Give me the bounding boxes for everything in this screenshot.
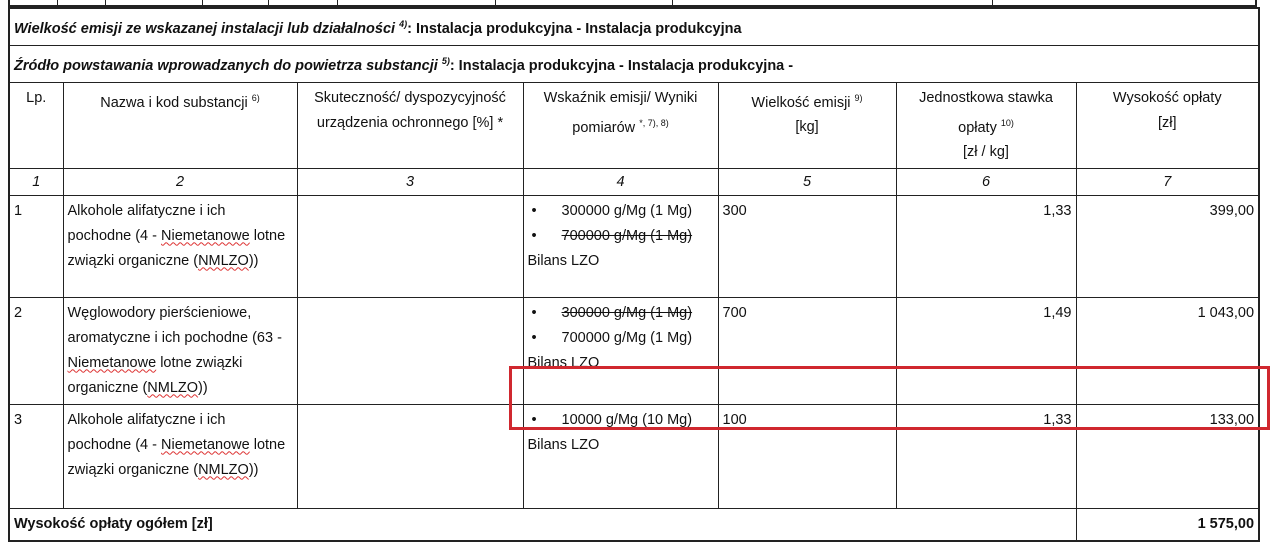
total-row [9,509,1259,542]
indicator-item: • 700000 g/Mg (1 Mg) [528,224,714,249]
total-label: Wysokość opłaty ogółem [zł] [9,509,1076,542]
column-number: 6 [896,169,1076,196]
section-source: Źródło powstawania wprowadzanych do powietrza substancji $^{5)}$: Instalacja produkcyjna - Instalacja produkcyjna - [9,45,1259,82]
header-fee: Wysokość opłaty [zł] [1076,82,1259,169]
row-indicator [523,196,718,298]
header-lp: Lp. [9,82,63,169]
indicator-item: • 10000 g/Mg (10 Mg) [528,408,714,433]
row-substance: Węglowodory pierścieniowe, aromatyczne i ich pochodne (63 - Niemetanowe lotne związki organiczne (NMLZO)) [63,298,297,405]
row-emission: 100 [718,405,896,509]
column-number: 2 [63,169,297,196]
header-substance: Nazwa i kod substancji $^{6)}$ [63,82,297,169]
row-rate: 1,49 [896,298,1076,405]
column-number: 1 [9,169,63,196]
header-emission: Wielkość emisji $^{9)}$ [kg] [718,82,896,169]
table-row [9,196,1259,298]
row-lp: 1 [9,196,63,298]
column-number: 3 [297,169,523,196]
header-efficiency: Skuteczność/ dyspozycyjność urządzenia ochronnego [%] * [297,82,523,169]
row-rate: 1,33 [896,405,1076,509]
header-rate: Jednostkowa stawka opłaty $^{10)}$ [zł / kg] [896,82,1076,169]
method-label: Bilans LZO [527,355,600,372]
section-emission: Wielkość emisji ze wskazanej instalacji lub działalności $^{4)}$: Instalacja produkcyjna - Instalacja produkcyjna [9,8,1259,45]
row-efficiency [297,405,523,509]
column-number: 4 [523,169,718,196]
method-label: Bilans LZO [527,437,600,454]
row-fee: 133,00 [1076,405,1259,509]
method-label: Bilans LZO [527,253,600,270]
row-lp: 3 [9,405,63,509]
row-fee: 399,00 [1076,196,1259,298]
emission-fee-table [8,7,1260,542]
previous-table-row [8,0,1257,7]
column-number: 7 [1076,169,1259,196]
row-lp: 2 [9,298,63,405]
row-efficiency [297,298,523,405]
row-efficiency [297,196,523,298]
indicator-item: • 300000 g/Mg (1 Mg) [528,301,714,326]
indicator-item: • 300000 g/Mg (1 Mg) [528,199,714,224]
highlight-box [509,366,1270,430]
row-substance: Alkohole alifatyczne i ich pochodne (4 - Niemetanowe lotne związki organiczne (NMLZO)) [63,405,297,509]
total-value: 1 575,00 [1076,509,1259,542]
row-emission: 300 [718,196,896,298]
column-number: 5 [718,169,896,196]
row-substance: Alkohole alifatyczne i ich pochodne (4 - Niemetanowe lotne związki organiczne (NMLZO)) [63,196,297,298]
column-number-row [9,169,1259,196]
indicator-item: • 700000 g/Mg (1 Mg) [528,326,714,351]
row-emission: 700 [718,298,896,405]
header-indicator: Wskaźnik emisji/ Wyniki pomiarów $^{*, 7), 8)}$ [523,82,718,169]
header-row [9,82,1259,169]
row-fee: 1 043,00 [1076,298,1259,405]
row-rate: 1,33 [896,196,1076,298]
